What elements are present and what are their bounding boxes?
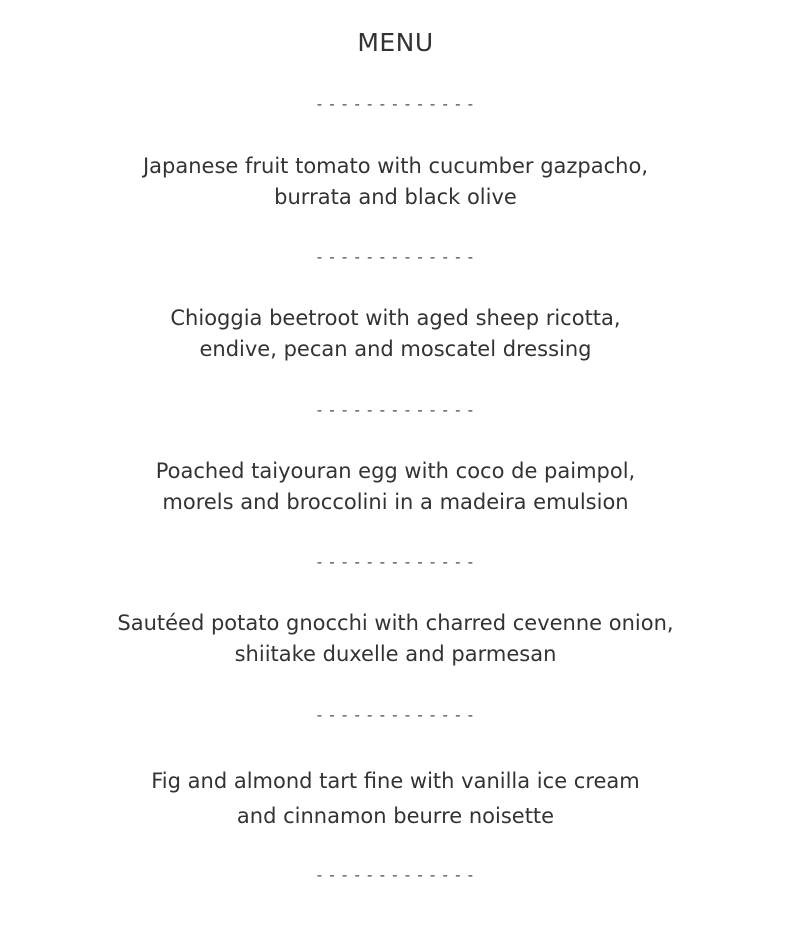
separator: - - - - - - - - - - - - - xyxy=(316,95,475,113)
dish-item xyxy=(0,608,791,670)
dish-line-1: Sautéed potato gnocchi with charred cevenne onion, xyxy=(117,611,674,635)
separator: - - - - - - - - - - - - - xyxy=(316,248,475,266)
dish-item xyxy=(0,456,791,518)
dish-line-1: Fig and almond tart fine with vanilla ice cream xyxy=(151,769,640,793)
separator: - - - - - - - - - - - - - xyxy=(316,706,475,724)
dish-line-2: morels and broccolini in a madeira emulsion xyxy=(162,490,629,514)
dish-line-2: shiitake duxelle and parmesan xyxy=(234,642,557,666)
dish-line-2: endive, pecan and moscatel dressing xyxy=(199,337,592,361)
dish-line-1: Poached taiyouran egg with coco de paimpol, xyxy=(155,459,636,483)
dish-line-2: burrata and black olive xyxy=(274,185,517,209)
dish-line-1: Japanese fruit tomato with cucumber gazpacho, xyxy=(142,154,649,178)
dish-item xyxy=(0,764,791,834)
separator: - - - - - - - - - - - - - xyxy=(316,401,475,419)
dish-item xyxy=(0,303,791,365)
separator: - - - - - - - - - - - - - xyxy=(316,866,475,884)
menu-title: MENU xyxy=(357,28,434,57)
dish-line-1: Chioggia beetroot with aged sheep ricotta, xyxy=(170,306,621,330)
dish-line-2: and cinnamon beurre noisette xyxy=(236,804,555,828)
dish-item xyxy=(0,151,791,213)
separator: - - - - - - - - - - - - - xyxy=(316,553,475,571)
